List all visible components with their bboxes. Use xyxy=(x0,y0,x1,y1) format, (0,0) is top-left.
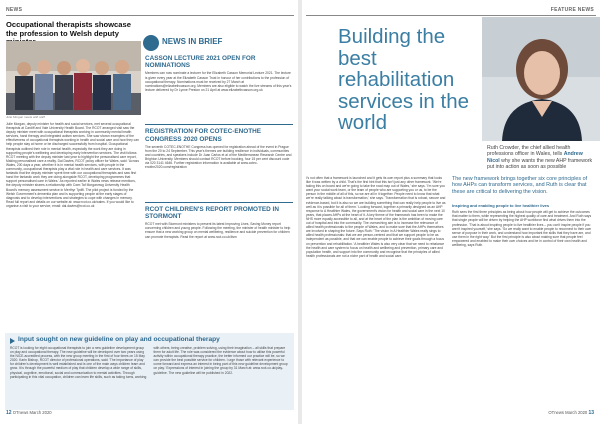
subheading: Inspiring and enabling people to live healthier lives xyxy=(452,203,550,209)
feature-title: Building the best rehabilitation services in the world xyxy=(338,25,470,134)
guideline-box-text: RCOT is looking for eight occupational therapists to join a new guideline development group on play and occupational therapy. The new guideline will be developed over two years using the NICE-accredited process, with the new group meeting in the first of four times on 15 May 2020. Karin Bishop, RCOT director of professional operations, said: 'The importance of play for children's development is well established and is one of the main ways children learn and grow. It is through the powerful medium of play that children develop a wide range of skills, physical, cognitive, emotional, social and communication to mental activities. Through participating in this vital occupation, children can learn life skills, such as taking turns, working with others, being creative, problem solving, using their imagination – all skills that prepare them for adult life. The role was considered the evidence about how to utilise this powerful activity within occupational therapy practice, the better informed our practice will be, so we can provide the best possible service for children. I urge those with relevant experience to come forward and express an interest in being part of this new guideline development group on play.' Expressions of interest in joining the group by 31 March at: www.rcot.co.uk/play-guideline. The new guideline will be published in 2022. xyxy=(10,346,288,379)
standfirst xyxy=(487,145,595,171)
section-label: FEATURE NEWS xyxy=(550,7,594,13)
nib-text-stormont: RCOT met with Stormont ministers to present its latest Improving Lives, Saving Money report concerning children and young people. Following the meeting, the minister of health minister to help ensure that a new working group on mental wellbeing, resilience and suicide prevention for children can promote therapists. Read the report at www.rcot.co.uk/ilsm xyxy=(145,222,291,239)
top-rule xyxy=(306,15,596,16)
col2-body: Ruth sees the first three principles as being about how people will get to achieve the outcomes that matter to them, while representing the highest quality of care and treatment. And Ruth says that single people will be driven by helping the AHP workforce find what drives them into the profession. 'That is about inspiring people to live healthier lives – you can't inspire people if you aren't inspired yourself,' she says. 'So we really want to enable people to reconnect to their own sense of purpose in their work, and understand how important the skills that they have are, and use them in the right way.' But the first principle is also about making sure that people feel empowered and enabled to make their own choices and be in control of their own health and wellbeing, says Ruth. xyxy=(452,210,592,247)
photo-caption: Julie Morgan meets with staff xyxy=(6,115,45,119)
top-rule xyxy=(6,15,294,16)
nib-divider xyxy=(145,202,293,203)
photo-deputy-minister xyxy=(6,41,141,115)
portrait-photo xyxy=(482,17,600,141)
nib-heading-cotec: REGISTRATION FOR COTEC-ENOTHE CONGRESS 2020 OPENS xyxy=(145,128,261,143)
intro-text: The new framework brings together six core principles of how AHPs can transform services, and Ruth is clear that these are critical to delivering the vision. xyxy=(452,176,588,195)
group-photo-image xyxy=(6,41,141,115)
standfirst-suffix: why she wants the new AHP framework put into action as soon as possible xyxy=(487,157,593,171)
standfirst-prefix: Ruth Crowder, the chief allied health professions officer in Wales, tells xyxy=(487,145,571,158)
portrait-image xyxy=(482,17,600,141)
page-number: 12 xyxy=(6,410,12,416)
left-footer xyxy=(6,410,52,416)
nib-column xyxy=(145,55,293,284)
section-label: NEWS xyxy=(6,7,23,13)
nib-heading-casson: CASSON LECTURE 2021 OPEN FOR NOMINATIONS xyxy=(145,55,256,70)
left-page xyxy=(0,0,298,424)
nib-text-casson: Members can now nominate a lecturer for the Elizabeth Casson Memorial Lecture 2021. The lecture is given every year at the Elizabeth Casson Trust in honour of her contributions to the profession of occupational therapy. Nominations must be received by 27 March at nominations@elizabethcasson.org. Members are also eligible to watch the live streams of this year's lecture delivered by Dr Lynne Preston on 21 April at www.elizabethcasson.org.uk xyxy=(145,71,292,92)
right-footer xyxy=(548,410,594,416)
nib-text-cotec: The seventh COTEC-ENOTHE Congress has opened for registration ahead of the event in Prague from the 20 to 24 September. This year's themes are building resilience in individuals, communities and countries, and speakers include Dr Juan Carlos et al of the Mediterranean Research Centre and Brighton University. Members should contact RCOT before booking, four 15 per cent discount code via 020 3141 4646. Further registration information is available at www.cotec-enothe2020.com/registration xyxy=(145,144,292,170)
article-body: Julie Morgan, deputy minister for health and social services, met several occupational therapists at Cardiff and Vale University Health Board. The RCOT arranged visit saw the deputy minister meet with occupational therapists working in community mental health services, hand therapy and integrated autism services. She saw shown examples of the effectiveness of occupational therapists working in health and social care and how they can help people stay at home or be discharged successfully from hospital. Occupational therapists outlined their role in mental health, especially the work they are doing in supporting people's wellbeing and developing early intervention services. The visit follows RCOT meeting with the deputy minister last year to highlight the personalised care report, Making personalised care a reality. Dai Davies, RCOT policy officer for Wales, said: 'Across Wales, 200 days a year, whether it is in mental health services, with people in the community, occupational therapists play a vital role in health and care services. It was fantastic that the deputy minister spent time with our occupational therapists and saw first hand the fantastic work they are doing alongside RCOT, developing programmes that support personalised care in Wales.' As reported earlier in Wales news release mentions, the deputy minister shares a relationship with Cwm Taf Morgannwg University Health Board's memory assessment service in Merthyr Tydfil. The pilot project is funded by the Welsh Government's dementia plan and is supporting people at the early stages of diagnosis and to develop interventions and strategies to cope with changes in memory. Read full report and details on our website at: www.rcot.co.uk/wales. If you would like to organise a visit to your service, email: dai.davies@rcot.co.uk xyxy=(6,122,139,208)
news-in-brief-title: NEWS IN BRIEF xyxy=(162,37,223,46)
guideline-box-title: Input sought on new guideline on play and occupational therapy xyxy=(18,336,220,343)
author-name: Andrew Nicol xyxy=(487,151,583,164)
right-page xyxy=(302,0,600,424)
guideline-box xyxy=(5,333,294,410)
article-headline: Occupational therapists showcase the profession to Welsh deputy xyxy=(6,20,131,38)
feature-body-col1: I's not often that a framework is launched and it gets its own report plus a summary that looks like it was written by a child. That's the first hint that this isn't just any other framework. 'We're taking this on board and we're going to take the road map out of Wales,' she says. 'I'm sure you want your social work team, or the team of people who are supporting you or us, to be the person in the middle of all of this, so we are all in it together. People need to know that what we're really talking about is transformation,' she says. 'Transformation that is robust, secure and evidence-based, but it is also so we are building something that can really help people to live as well as it is possible for all of them.' Looking forward, together a primarily designed as an AHP response to A Healthier Wales, the government's vision for health and social care in the next 10 years, that places AHPs at the heart of it. A key theme of the framework has been to make the NHS more equally accessible to all, and at the heart of the plan is the ambition of moving care out of hospital and into the community. The overarching aim is to increase the relevance of allied health professionals to the people of Wales, and to make sure that the AHPs themselves are involved in shaping the future. Says Ruth: 'The vision in A Healthier Wales really sings to allied health professionals: that we are person-centred and that we support people to be as independent as possible, and that we can enable people to achieve their goals through a focus on prevention and rehabilitation.' A healthier Wales is also very clear that we need to rebalance the health and care system to focus on health and wellbeing and prevention, primary care and population health, and support into the community and recognise that the principles of allied health professionals are not a niche part of health and social care. xyxy=(306,176,446,258)
nib-heading-stormont: RCOT CHILDREN'S REPORT PROMOTED IN STORMONT xyxy=(145,205,279,221)
nib-divider xyxy=(145,124,293,125)
feature-body-col2 xyxy=(452,176,596,380)
arrow-icon xyxy=(10,338,15,344)
page-number: 13 xyxy=(588,410,594,416)
news-in-brief-badge xyxy=(143,35,159,51)
publication-name: OTnews March 2020 xyxy=(12,410,52,415)
publication-name: OTnews March 2020 xyxy=(548,410,588,415)
